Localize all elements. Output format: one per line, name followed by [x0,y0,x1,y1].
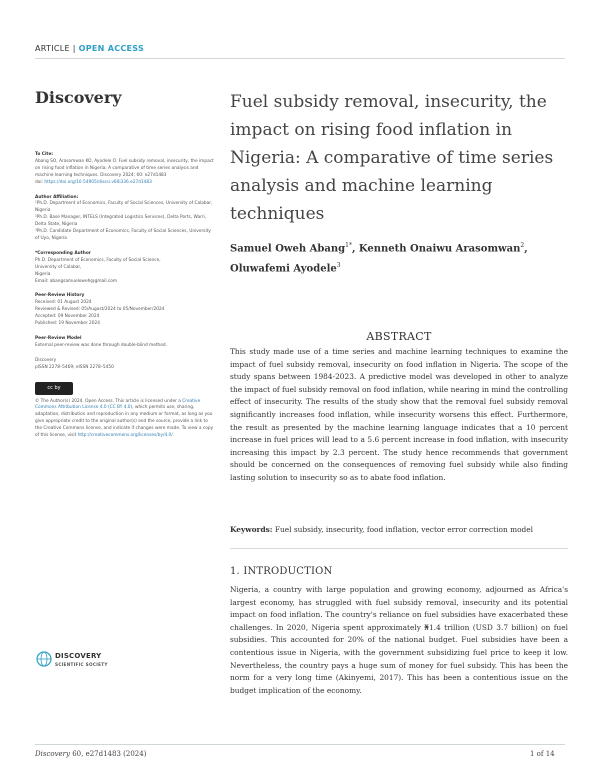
author-affil-marker: 3 [336,262,341,270]
author-separator: , [351,243,359,255]
footer-citation [35,750,146,758]
affiliation-item: ¹Ph.D. Department of Economics, Faculty of Social Sciences, University of Calabar, Nigeria [35,201,213,214]
reviewed-date: Reviewed & Revised: 05/August/2024 to 05/November/2024 [35,307,165,313]
author-affil-marker: 1* [345,242,352,249]
accepted-date: Accepted: 09 November 2024 [35,314,100,320]
introduction-heading: 1. INTRODUCTION [230,566,333,577]
author-name: Kenneth Onaiwu Arasomwan [358,243,521,255]
corresponding-line: University of Calabar, [35,264,82,270]
peer-review-history-block [35,293,215,328]
affiliation-block [35,195,215,243]
license-block [35,380,215,440]
peer-review-model-heading: Peer-Review Model [35,335,82,341]
header-divider: | [72,44,76,53]
peer-review-heading: Peer-Review History [35,293,85,299]
logo-wordmark: DISCOVERY [55,652,102,660]
footer-volume: 60, e27d1483 (2024) [72,750,147,758]
introduction-text: Nigeria, a country with large population and growing economy, adjourned as Africa's largest economy, has struggled with fuel subsidy removal, insecurity and its potential impact on food inflation. The country's reliance on fuel subsidies have exacerbated these challenges. In 2020, Nigeria spent approximately ₦1.4 trillion (USD 3.7 billion) on fuel subsidies. This accounted for 20% of the national budget. Fuel subsidies have been a contentious issue in Nigeria, with the government subsidizing fuel price to keep it low. Nevertheless, the country pays a huge sum of money for fuel subsidy. This has been the norm for a very long time (Akinyemi, 2017). This has been a contentious issue on the budget implication of the economy. [230,585,568,695]
peer-review-model-text: External peer-review was done through double-blind method. [35,342,168,348]
page-number: 1 of 14 [530,750,555,758]
corresponding-line: Nigeria [35,271,51,277]
keywords-label: Keywords: [230,525,273,534]
author-affil-marker: 2 [520,242,525,249]
affiliation-item: ³Ph.D. Candidate Department of Economics, Faculty of Social Sciences, University of Uyo, Nigeria [35,229,211,241]
corresponding-heading: *Corresponding Author [35,250,91,256]
article-header [35,44,144,53]
doi-link[interactable]: https://doi.org/10.54905/disssi.v60i336.e27d1483 [44,179,152,185]
footer-journal: Discovery [35,750,70,758]
citation-block [35,152,215,187]
issn-line: pISSN 2278–5469; eISSN 2278–5450 [35,364,114,370]
published-date: Published: 19 November 2024 [35,321,100,327]
journal-name: Discovery [35,88,122,107]
cite-heading: To Cite: [35,152,54,157]
license-url-link[interactable]: http://creativecommons.org/licenses/by/4.0/. [77,433,175,439]
cite-text: Abang SO, Arasomwan KO, Ayodele O. Fuel subsidy removal, insecurity, the impact on rising food inflation in Nigeria: A comparative of time series analysis and machine learning techniques. Discovery 2024; 60: e27d1483 [35,158,214,178]
open-access-label: OPEN ACCESS [78,44,145,53]
author-separator: , [524,243,528,255]
keywords-divider [230,548,568,549]
logo-subtitle: SCIENTIFIC SOCIETY [55,662,108,667]
affiliation-heading: Author Affiliation: [35,194,79,200]
keywords-line [230,524,568,536]
license-text [35,399,215,440]
corresponding-email: Email: abangsamueloweh@gmail.com [35,278,118,284]
license-text-body: , which permits use, sharing, adaptation, distribution and reproduction in any medium or format, as long as you give appropriate credit to the original author(s) and the source, provide a link to the Creative Commons license, and indicate if changes were made. To view a copy of this license, visit [35,405,214,439]
keywords-text: Fuel subsidy, insecurity, food inflation, vector error correction model [274,525,534,534]
article-info-sidebar [35,152,215,448]
corresponding-author-block [35,251,215,286]
journal-line: Discovery [35,357,57,363]
corresponding-line: Ph.D. Department of Economics, Faculty of Social Science, [35,257,161,263]
author-name: Oluwafemi Ayodele [230,263,337,275]
doi-label: doi: [35,179,43,185]
peer-review-model-block [35,336,215,350]
received-date: Received: 01 August 2024 [35,300,92,306]
abstract-text: This study made use of a time series and machine learning techniques to examine the impact of fuel subsidy removal, insecurity on food inflation in Nigeria. The scope of the study spans between 1984-2023. A predictive model was developed in other to analyze the impact of fuel subsidy removal on food inflation, while nearing in mind the controlling effect of insecurity. The results of the study show that the removal fuel subsidy removal significantly increases food inflation, while insecurity worsens this effect. Furthermore, the result as presented by the machine learning language indicates that a 10 percent increase in fuel prices will lead to a 5.6 percent increase in food inflation, with insecurity increasing this impact by 2.3 percent. The study hence recommends that government should be concerned on the consequences of removing fuel subsidy while also finding lasting solution to insecurity so as to abate food inflation. [230,347,568,482]
abstract-heading: ABSTRACT [366,330,432,343]
paper-title: Fuel subsidy removal, insecurity, the impact on rising food inflation in Nigeria: A comparative of time series analysis and machine learning techniques [230,92,554,224]
footer-rule [35,744,565,745]
license-link[interactable]: Creative Commons Attribution License 4.0 (CC BY 4.0) [35,398,201,411]
header-rule [35,58,565,59]
cc-by-badge-icon: cc by [35,382,73,395]
article-type-label: ARTICLE [35,44,70,53]
affiliation-item: ²Ph.D. Base Manager, INTELS (Integrated Logistics Services), Delta Ports, Warri, Delta State, Nigeria [35,215,207,228]
author-list [230,237,570,278]
journal-issn-block [35,358,215,372]
license-text-start: © The Author(s) 2024. Open Access. This article is licensed under a [35,398,181,404]
author-name: Samuel Oweh Abang [230,243,346,255]
